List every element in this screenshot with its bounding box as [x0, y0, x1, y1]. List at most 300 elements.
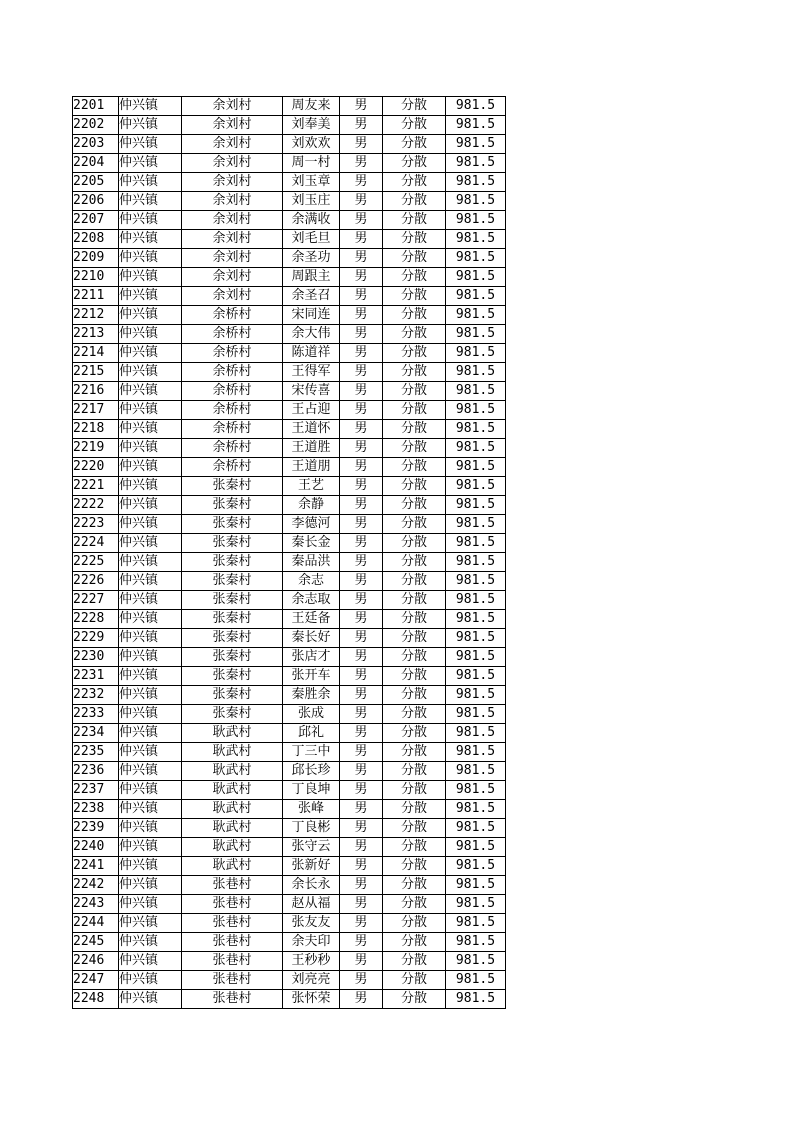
village-cell: 余桥村	[182, 382, 283, 401]
table-row	[73, 192, 506, 211]
village-cell: 张秦村	[182, 515, 283, 534]
name-cell: 周跟主	[283, 268, 340, 287]
town-cell: 仲兴镇	[119, 211, 182, 230]
support-type-cell: 分散	[383, 515, 446, 534]
table-row	[73, 325, 506, 344]
village-cell: 余刘村	[182, 192, 283, 211]
table-row	[73, 230, 506, 249]
name-cell: 王艺	[283, 477, 340, 496]
name-cell: 赵从福	[283, 895, 340, 914]
village-cell: 张秦村	[182, 629, 283, 648]
town-cell: 仲兴镇	[119, 382, 182, 401]
village-cell: 张巷村	[182, 876, 283, 895]
row-number: 2238	[73, 800, 119, 819]
town-cell: 仲兴镇	[119, 173, 182, 192]
amount-cell: 981.5	[446, 952, 506, 971]
town-cell: 仲兴镇	[119, 477, 182, 496]
amount-cell: 981.5	[446, 458, 506, 477]
name-cell: 丁良彬	[283, 819, 340, 838]
village-cell: 张巷村	[182, 914, 283, 933]
support-type-cell: 分散	[383, 230, 446, 249]
name-cell: 余静	[283, 496, 340, 515]
amount-cell: 981.5	[446, 135, 506, 154]
gender-cell: 男	[340, 211, 383, 230]
amount-cell: 981.5	[446, 420, 506, 439]
gender-cell: 男	[340, 306, 383, 325]
gender-cell: 男	[340, 116, 383, 135]
table-row	[73, 116, 506, 135]
table-row	[73, 648, 506, 667]
support-type-cell: 分散	[383, 781, 446, 800]
gender-cell: 男	[340, 971, 383, 990]
amount-cell: 981.5	[446, 363, 506, 382]
village-cell: 余刘村	[182, 287, 283, 306]
table-row	[73, 705, 506, 724]
row-number: 2205	[73, 173, 119, 192]
support-type-cell: 分散	[383, 724, 446, 743]
gender-cell: 男	[340, 382, 383, 401]
gender-cell: 男	[340, 230, 383, 249]
support-type-cell: 分散	[383, 933, 446, 952]
row-number: 2237	[73, 781, 119, 800]
town-cell: 仲兴镇	[119, 515, 182, 534]
town-cell: 仲兴镇	[119, 287, 182, 306]
village-cell: 余桥村	[182, 306, 283, 325]
table-row	[73, 933, 506, 952]
amount-cell: 981.5	[446, 591, 506, 610]
support-type-cell: 分散	[383, 629, 446, 648]
row-number: 2242	[73, 876, 119, 895]
amount-cell: 981.5	[446, 249, 506, 268]
name-cell: 张怀荣	[283, 990, 340, 1009]
gender-cell: 男	[340, 249, 383, 268]
town-cell: 仲兴镇	[119, 154, 182, 173]
row-number: 2204	[73, 154, 119, 173]
table-row	[73, 344, 506, 363]
name-cell: 余夫印	[283, 933, 340, 952]
village-cell: 余刘村	[182, 97, 283, 116]
village-cell: 余刘村	[182, 173, 283, 192]
town-cell: 仲兴镇	[119, 572, 182, 591]
gender-cell: 男	[340, 762, 383, 781]
village-cell: 余刘村	[182, 154, 283, 173]
table-row	[73, 97, 506, 116]
row-number: 2201	[73, 97, 119, 116]
amount-cell: 981.5	[446, 686, 506, 705]
support-type-cell: 分散	[383, 800, 446, 819]
gender-cell: 男	[340, 610, 383, 629]
gender-cell: 男	[340, 876, 383, 895]
gender-cell: 男	[340, 534, 383, 553]
beneficiary-table	[72, 96, 506, 1009]
support-type-cell: 分散	[383, 173, 446, 192]
name-cell: 余圣召	[283, 287, 340, 306]
gender-cell: 男	[340, 914, 383, 933]
support-type-cell: 分散	[383, 306, 446, 325]
gender-cell: 男	[340, 458, 383, 477]
gender-cell: 男	[340, 724, 383, 743]
village-cell: 张巷村	[182, 990, 283, 1009]
gender-cell: 男	[340, 895, 383, 914]
row-number: 2239	[73, 819, 119, 838]
village-cell: 余桥村	[182, 439, 283, 458]
amount-cell: 981.5	[446, 857, 506, 876]
gender-cell: 男	[340, 192, 383, 211]
row-number: 2236	[73, 762, 119, 781]
name-cell: 王廷备	[283, 610, 340, 629]
name-cell: 宋传喜	[283, 382, 340, 401]
table-row	[73, 249, 506, 268]
town-cell: 仲兴镇	[119, 819, 182, 838]
village-cell: 张秦村	[182, 534, 283, 553]
amount-cell: 981.5	[446, 344, 506, 363]
village-cell: 余刘村	[182, 230, 283, 249]
village-cell: 余刘村	[182, 116, 283, 135]
village-cell: 耿武村	[182, 781, 283, 800]
table-row	[73, 382, 506, 401]
support-type-cell: 分散	[383, 420, 446, 439]
row-number: 2207	[73, 211, 119, 230]
amount-cell: 981.5	[446, 268, 506, 287]
village-cell: 耿武村	[182, 857, 283, 876]
support-type-cell: 分散	[383, 857, 446, 876]
village-cell: 张巷村	[182, 933, 283, 952]
amount-cell: 981.5	[446, 534, 506, 553]
row-number: 2225	[73, 553, 119, 572]
village-cell: 余刘村	[182, 268, 283, 287]
row-number: 2227	[73, 591, 119, 610]
town-cell: 仲兴镇	[119, 534, 182, 553]
table-row	[73, 762, 506, 781]
support-type-cell: 分散	[383, 610, 446, 629]
table-row	[73, 838, 506, 857]
support-type-cell: 分散	[383, 705, 446, 724]
town-cell: 仲兴镇	[119, 990, 182, 1009]
gender-cell: 男	[340, 705, 383, 724]
name-cell: 刘欢欢	[283, 135, 340, 154]
name-cell: 王得军	[283, 363, 340, 382]
row-number: 2224	[73, 534, 119, 553]
table-row	[73, 515, 506, 534]
row-number: 2235	[73, 743, 119, 762]
table-row	[73, 363, 506, 382]
village-cell: 张秦村	[182, 572, 283, 591]
town-cell: 仲兴镇	[119, 97, 182, 116]
table-row	[73, 819, 506, 838]
gender-cell: 男	[340, 781, 383, 800]
support-type-cell: 分散	[383, 648, 446, 667]
gender-cell: 男	[340, 420, 383, 439]
amount-cell: 981.5	[446, 971, 506, 990]
support-type-cell: 分散	[383, 477, 446, 496]
amount-cell: 981.5	[446, 743, 506, 762]
village-cell: 张巷村	[182, 971, 283, 990]
support-type-cell: 分散	[383, 401, 446, 420]
row-number: 2244	[73, 914, 119, 933]
support-type-cell: 分散	[383, 116, 446, 135]
town-cell: 仲兴镇	[119, 800, 182, 819]
row-number: 2230	[73, 648, 119, 667]
name-cell: 王秒秒	[283, 952, 340, 971]
table-row	[73, 971, 506, 990]
row-number: 2220	[73, 458, 119, 477]
town-cell: 仲兴镇	[119, 610, 182, 629]
support-type-cell: 分散	[383, 211, 446, 230]
support-type-cell: 分散	[383, 895, 446, 914]
support-type-cell: 分散	[383, 439, 446, 458]
table-row	[73, 268, 506, 287]
name-cell: 秦长金	[283, 534, 340, 553]
support-type-cell: 分散	[383, 971, 446, 990]
table-row	[73, 553, 506, 572]
name-cell: 张开车	[283, 667, 340, 686]
village-cell: 余刘村	[182, 249, 283, 268]
support-type-cell: 分散	[383, 382, 446, 401]
town-cell: 仲兴镇	[119, 743, 182, 762]
village-cell: 张秦村	[182, 686, 283, 705]
name-cell: 秦胜余	[283, 686, 340, 705]
name-cell: 余长永	[283, 876, 340, 895]
town-cell: 仲兴镇	[119, 971, 182, 990]
support-type-cell: 分散	[383, 591, 446, 610]
town-cell: 仲兴镇	[119, 629, 182, 648]
row-number: 2206	[73, 192, 119, 211]
support-type-cell: 分散	[383, 990, 446, 1009]
town-cell: 仲兴镇	[119, 895, 182, 914]
amount-cell: 981.5	[446, 724, 506, 743]
town-cell: 仲兴镇	[119, 458, 182, 477]
support-type-cell: 分散	[383, 458, 446, 477]
village-cell: 余桥村	[182, 325, 283, 344]
row-number: 2213	[73, 325, 119, 344]
gender-cell: 男	[340, 933, 383, 952]
amount-cell: 981.5	[446, 705, 506, 724]
name-cell: 余大伟	[283, 325, 340, 344]
row-number: 2233	[73, 705, 119, 724]
amount-cell: 981.5	[446, 895, 506, 914]
amount-cell: 981.5	[446, 382, 506, 401]
table-row	[73, 952, 506, 971]
support-type-cell: 分散	[383, 192, 446, 211]
support-type-cell: 分散	[383, 97, 446, 116]
row-number: 2245	[73, 933, 119, 952]
gender-cell: 男	[340, 591, 383, 610]
gender-cell: 男	[340, 648, 383, 667]
name-cell: 刘亮亮	[283, 971, 340, 990]
gender-cell: 男	[340, 629, 383, 648]
name-cell: 王道怀	[283, 420, 340, 439]
support-type-cell: 分散	[383, 667, 446, 686]
town-cell: 仲兴镇	[119, 724, 182, 743]
amount-cell: 981.5	[446, 477, 506, 496]
row-number: 2240	[73, 838, 119, 857]
name-cell: 张峰	[283, 800, 340, 819]
support-type-cell: 分散	[383, 686, 446, 705]
row-number: 2243	[73, 895, 119, 914]
amount-cell: 981.5	[446, 211, 506, 230]
town-cell: 仲兴镇	[119, 705, 182, 724]
name-cell: 张友友	[283, 914, 340, 933]
name-cell: 余志	[283, 572, 340, 591]
town-cell: 仲兴镇	[119, 325, 182, 344]
town-cell: 仲兴镇	[119, 230, 182, 249]
amount-cell: 981.5	[446, 496, 506, 515]
support-type-cell: 分散	[383, 838, 446, 857]
row-number: 2202	[73, 116, 119, 135]
gender-cell: 男	[340, 401, 383, 420]
town-cell: 仲兴镇	[119, 952, 182, 971]
support-type-cell: 分散	[383, 819, 446, 838]
gender-cell: 男	[340, 819, 383, 838]
table-row	[73, 667, 506, 686]
village-cell: 耿武村	[182, 838, 283, 857]
table-row	[73, 173, 506, 192]
town-cell: 仲兴镇	[119, 192, 182, 211]
town-cell: 仲兴镇	[119, 648, 182, 667]
town-cell: 仲兴镇	[119, 686, 182, 705]
name-cell: 刘奉美	[283, 116, 340, 135]
row-number: 2214	[73, 344, 119, 363]
village-cell: 张巷村	[182, 952, 283, 971]
amount-cell: 981.5	[446, 401, 506, 420]
support-type-cell: 分散	[383, 325, 446, 344]
gender-cell: 男	[340, 496, 383, 515]
name-cell: 余圣功	[283, 249, 340, 268]
gender-cell: 男	[340, 857, 383, 876]
support-type-cell: 分散	[383, 534, 446, 553]
row-number: 2215	[73, 363, 119, 382]
support-type-cell: 分散	[383, 363, 446, 382]
village-cell: 余刘村	[182, 135, 283, 154]
name-cell: 李德河	[283, 515, 340, 534]
name-cell: 张守云	[283, 838, 340, 857]
village-cell: 张秦村	[182, 667, 283, 686]
row-number: 2203	[73, 135, 119, 154]
gender-cell: 男	[340, 572, 383, 591]
table-row	[73, 572, 506, 591]
name-cell: 周友来	[283, 97, 340, 116]
town-cell: 仲兴镇	[119, 762, 182, 781]
table-row	[73, 800, 506, 819]
gender-cell: 男	[340, 363, 383, 382]
amount-cell: 981.5	[446, 116, 506, 135]
table-row	[73, 154, 506, 173]
village-cell: 耿武村	[182, 743, 283, 762]
town-cell: 仲兴镇	[119, 268, 182, 287]
town-cell: 仲兴镇	[119, 857, 182, 876]
village-cell: 余桥村	[182, 344, 283, 363]
village-cell: 张巷村	[182, 895, 283, 914]
table-row	[73, 439, 506, 458]
row-number: 2241	[73, 857, 119, 876]
row-number: 2234	[73, 724, 119, 743]
amount-cell: 981.5	[446, 572, 506, 591]
table-row	[73, 477, 506, 496]
village-cell: 余桥村	[182, 363, 283, 382]
name-cell: 刘玉庄	[283, 192, 340, 211]
table-row	[73, 686, 506, 705]
name-cell: 丁良坤	[283, 781, 340, 800]
row-number: 2217	[73, 401, 119, 420]
support-type-cell: 分散	[383, 496, 446, 515]
amount-cell: 981.5	[446, 667, 506, 686]
row-number: 2229	[73, 629, 119, 648]
name-cell: 秦长好	[283, 629, 340, 648]
gender-cell: 男	[340, 173, 383, 192]
gender-cell: 男	[340, 686, 383, 705]
village-cell: 耿武村	[182, 819, 283, 838]
support-type-cell: 分散	[383, 553, 446, 572]
row-number: 2247	[73, 971, 119, 990]
table-row	[73, 401, 506, 420]
row-number: 2218	[73, 420, 119, 439]
amount-cell: 981.5	[446, 610, 506, 629]
town-cell: 仲兴镇	[119, 781, 182, 800]
support-type-cell: 分散	[383, 287, 446, 306]
amount-cell: 981.5	[446, 287, 506, 306]
town-cell: 仲兴镇	[119, 667, 182, 686]
row-number: 2211	[73, 287, 119, 306]
gender-cell: 男	[340, 515, 383, 534]
amount-cell: 981.5	[446, 306, 506, 325]
amount-cell: 981.5	[446, 629, 506, 648]
row-number: 2246	[73, 952, 119, 971]
village-cell: 张秦村	[182, 610, 283, 629]
name-cell: 丁三中	[283, 743, 340, 762]
gender-cell: 男	[340, 439, 383, 458]
amount-cell: 981.5	[446, 439, 506, 458]
gender-cell: 男	[340, 952, 383, 971]
name-cell: 张新好	[283, 857, 340, 876]
village-cell: 余刘村	[182, 211, 283, 230]
name-cell: 宋同连	[283, 306, 340, 325]
gender-cell: 男	[340, 268, 383, 287]
table-row	[73, 534, 506, 553]
table-row	[73, 876, 506, 895]
village-cell: 余桥村	[182, 401, 283, 420]
gender-cell: 男	[340, 344, 383, 363]
name-cell: 余志取	[283, 591, 340, 610]
table-row	[73, 781, 506, 800]
row-number: 2222	[73, 496, 119, 515]
town-cell: 仲兴镇	[119, 420, 182, 439]
table-row	[73, 610, 506, 629]
table-row	[73, 420, 506, 439]
table-row	[73, 591, 506, 610]
name-cell: 张店才	[283, 648, 340, 667]
name-cell: 秦品洪	[283, 553, 340, 572]
amount-cell: 981.5	[446, 230, 506, 249]
amount-cell: 981.5	[446, 173, 506, 192]
amount-cell: 981.5	[446, 933, 506, 952]
town-cell: 仲兴镇	[119, 838, 182, 857]
support-type-cell: 分散	[383, 762, 446, 781]
table-row	[73, 914, 506, 933]
name-cell: 王道胜	[283, 439, 340, 458]
amount-cell: 981.5	[446, 192, 506, 211]
row-number: 2232	[73, 686, 119, 705]
town-cell: 仲兴镇	[119, 553, 182, 572]
name-cell: 张成	[283, 705, 340, 724]
gender-cell: 男	[340, 800, 383, 819]
row-number: 2210	[73, 268, 119, 287]
table-row	[73, 743, 506, 762]
name-cell: 邱礼	[283, 724, 340, 743]
village-cell: 张秦村	[182, 553, 283, 572]
row-number: 2208	[73, 230, 119, 249]
town-cell: 仲兴镇	[119, 135, 182, 154]
row-number: 2228	[73, 610, 119, 629]
